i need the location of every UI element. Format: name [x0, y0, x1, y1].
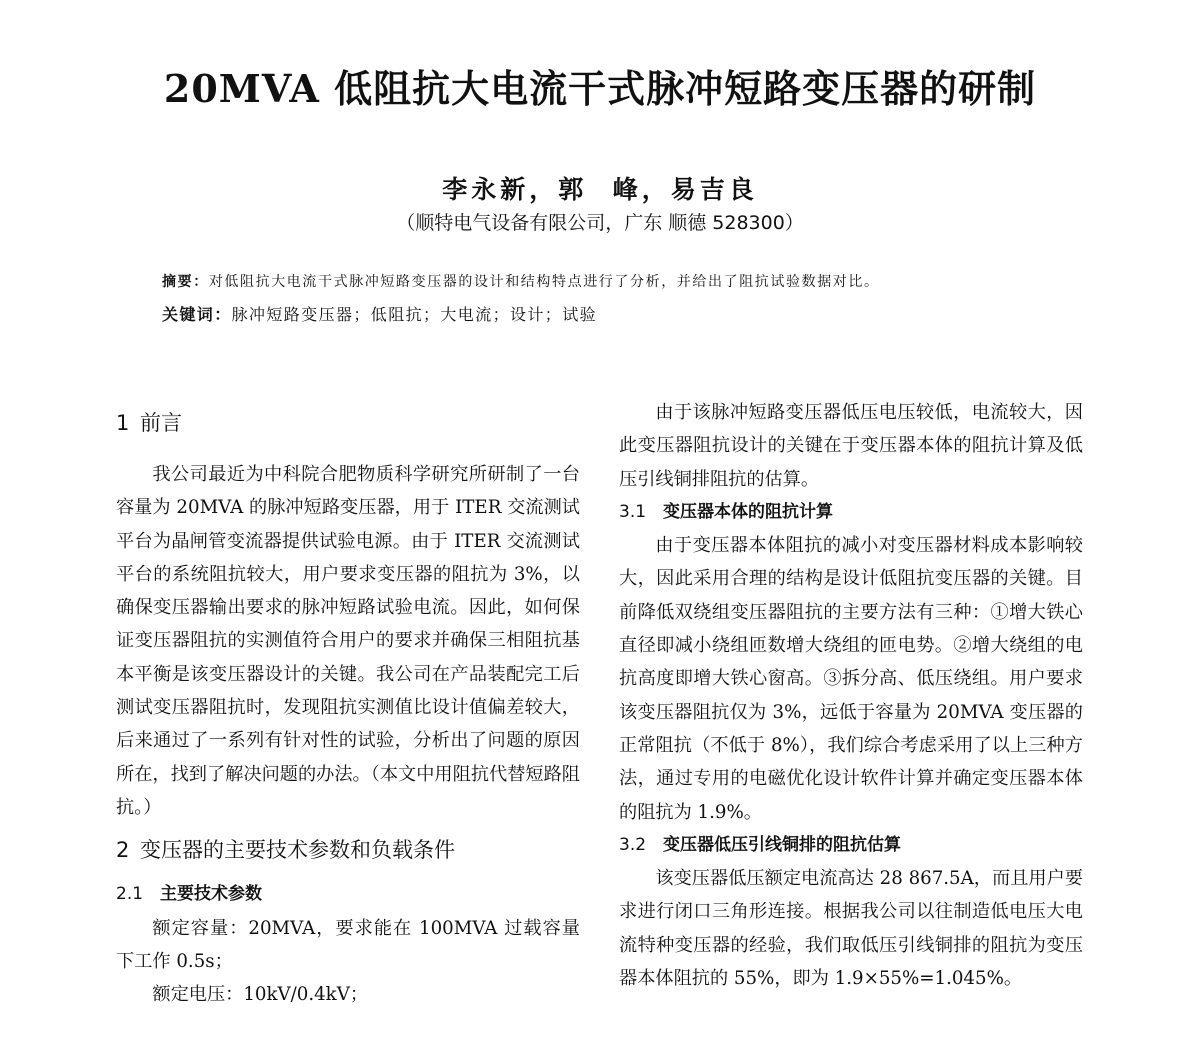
- lead-impedance-paragraph: 该变压器低压额定电流高达 28 867.5A，而且用户要求进行闭口三角形连接。根据我公司以往制造低电压大电流特种变压器的经验，我们取低压引线铜排的阻抗为变压器本体阻抗的 55%，即为 1.9×55%=1.045%。: [619, 868, 1083, 990]
- paper-title: 20MVA 低阻抗大电流干式脉冲短路变压器的研制: [163, 66, 1037, 111]
- subsection-title: 主要技术参数: [160, 884, 262, 905]
- parameter-voltage: 额定电压：10kV/0.4kV；: [152, 984, 369, 1006]
- abstract: [162, 271, 1062, 291]
- subsection-heading-3-1: [619, 496, 1083, 529]
- intro-paragraph: 我公司最近为中科院合肥物质科学研究所研制了一台容量为 20MVA 的脉冲短路变压器，用于 ITER 交流测试平台为晶闸管变流器提供试验电源。由于 ITER 交流测试平台的系统阻抗较大，用户要求变压器的阻抗为 3%，以确保变压器输出要求的脉冲短路试验电流。因此，如何保证变压器阻抗的实测值符合用户的要求并确保三相阻抗基本平衡是该变压器设计的关键。我公司在产品装配完工后测试变压器阻抗时，发现阻抗实测值比设计值偏差较大，后来通过了一系列有针对性的试验，分析出了问题的原因所在，找到了解决问题的办法。（本文中用阻抗代替短路阻抗。）: [116, 464, 580, 818]
- section-heading-2: [116, 826, 580, 878]
- keywords: [162, 302, 1062, 325]
- subsection-title: 变压器本体的阻抗计算: [663, 501, 833, 522]
- subsection-heading-3-2: [619, 829, 1083, 862]
- authors: 李永新，郭 峰，易吉良: [442, 175, 758, 204]
- section-number: 2: [116, 838, 130, 863]
- affiliation: （顺特电气设备有限公司，广东 顺德 528300）: [396, 212, 804, 234]
- subsection-number: 2.1: [116, 884, 144, 905]
- section-title: 前言: [140, 411, 182, 435]
- abstract-label: 摘要：: [162, 274, 209, 290]
- right-column: [619, 396, 1083, 995]
- subsection-number: 3.1: [619, 501, 647, 522]
- subsection-title: 变压器低压引线铜排的阻抗估算: [663, 834, 901, 855]
- impedance-intro-paragraph: 由于该脉冲短路变压器低压电压较低，电流较大，因此变压器阻抗设计的关键在于变压器本体的阻抗计算及低压引线铜排阻抗的估算。: [619, 402, 1083, 490]
- abstract-text: 对低阻抗大电流干式脉冲短路变压器的设计和结构特点进行了分析，并给出了阻抗试验数据对比。: [208, 274, 880, 290]
- parameter-capacity: 额定容量：20MVA，要求能在 100MVA 过载容量下工作 0.5s；: [116, 917, 580, 972]
- body-impedance-paragraph: 由于变压器本体阻抗的减小对变压器材料成本影响较大，因此采用合理的结构是设计低阻抗变压器的关键。目前降低双绕组变压器阻抗的主要方法有三种：①增大铁心直径即减小绕组匝数增大绕组的匝电势。②增大绕组的电抗高度即增大铁心窗高。③拆分高、低压绕组。用户要求该变压器阻抗仅为 3%，远低于容量为 20MVA 变压器的正常阻抗（不低于 8%），我们综合考虑采用了以上三种方法，通过专用的电磁优化设计软件计算并确定变压器本体的阻抗为 1.9%。: [619, 535, 1083, 823]
- subsection-heading-2-1: [116, 878, 580, 911]
- subsection-number: 3.2: [619, 834, 647, 855]
- keywords-label: 关键词：: [162, 305, 232, 324]
- section-number: 1: [116, 411, 130, 435]
- section-title: 变压器的主要技术参数和负载条件: [140, 838, 455, 863]
- section-heading-1: [116, 396, 580, 458]
- keywords-text: 脉冲短路变压器；低阻抗；大电流；设计；试验: [231, 305, 598, 324]
- left-column: [116, 396, 580, 1011]
